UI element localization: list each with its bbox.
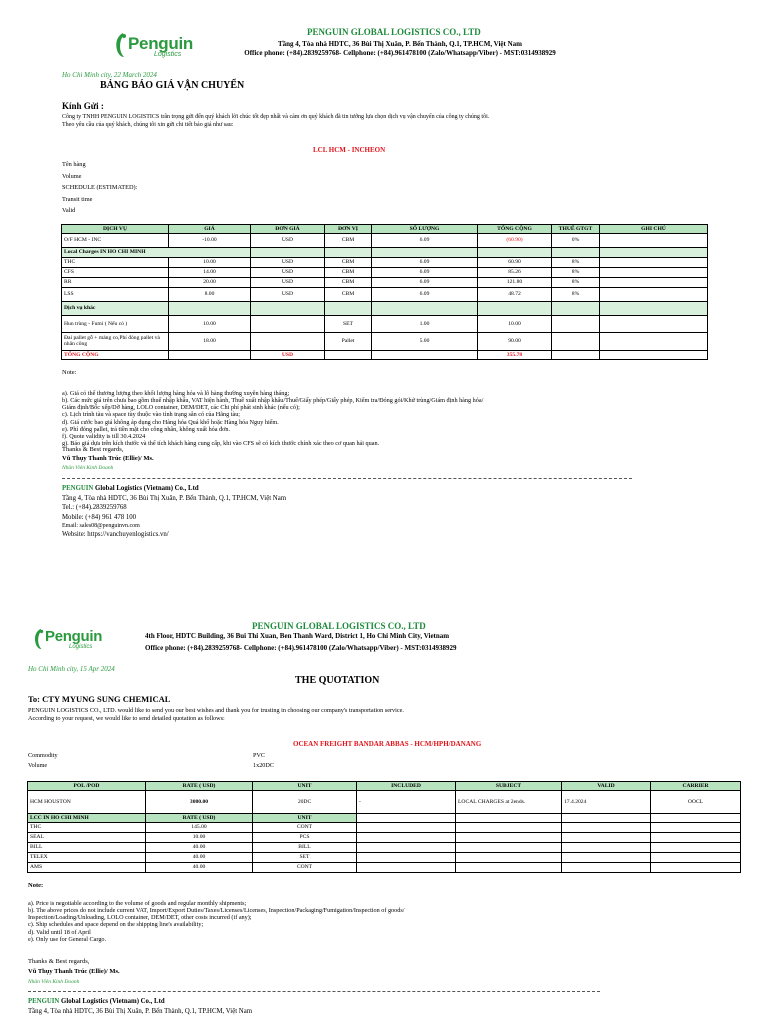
table-row [28, 843, 741, 853]
col-header: GIÁ [169, 225, 251, 234]
table-cell [600, 234, 708, 248]
col-header: ĐƠN VỊ [325, 225, 372, 234]
table-cell [372, 351, 478, 360]
table-cell: 6.09 [372, 288, 478, 302]
table-cell [456, 823, 562, 833]
table-cell: (60.90) [478, 234, 552, 248]
table-cell: LOCAL CHARGES at 2ends. [456, 791, 562, 814]
intro-text: Công ty TNHH PENGUIN LOGISTICS trân trọng gửi đến quý khách lời chúc tốt đẹp nhất và cám ơn quý khách đã tin tưởng lựa chọn dịch vụ vận chuyển của công ty chúng tôi. [62, 114, 490, 120]
field-label: Transit time [62, 195, 93, 203]
table-cell: 40.00 [146, 863, 253, 873]
page2-logo [33, 626, 123, 654]
table-cell: 14.00 [169, 268, 251, 278]
table-row [28, 853, 741, 863]
table-cell: 8.00 [169, 288, 251, 302]
table-row [28, 791, 741, 814]
table-row [62, 316, 708, 333]
note-item: f). Quote validity is till 30.4.2024 [62, 432, 146, 440]
table-cell: 5.00 [372, 333, 478, 351]
table-cell: SEAL [28, 833, 146, 843]
table-cell [562, 823, 651, 833]
table-cell: CFS [62, 268, 169, 278]
logo-sub: Logistics [69, 644, 93, 650]
table-cell [169, 351, 251, 360]
shipment-fields [62, 159, 137, 217]
table-cell [456, 833, 562, 843]
field-value: PVC [253, 752, 266, 759]
route-title-2: OCEAN FREIGHT BANDAR ABBAS - HCM/HPH/DANANG [293, 740, 482, 748]
table-row [28, 863, 741, 873]
table-cell: HCM HOUSTON [28, 791, 146, 814]
company-contact: Office phone: (+84).2839259768- Cellphone: (+84).961478100 (Zalo/Whatsapp/Viber) - MST:0314938929 [244, 49, 556, 57]
table-cell: 17.4.2024 [562, 791, 651, 814]
table-cell: SET [325, 316, 372, 333]
col-header: GHI CHÚ [600, 225, 708, 234]
table-cell: 20DC [253, 791, 357, 814]
col-header: TỔNG CỘNG [478, 225, 552, 234]
table-cell [357, 843, 456, 853]
table-cell [600, 316, 708, 333]
footer-block [62, 484, 286, 540]
logo-word: Penguin [45, 628, 103, 645]
table-cell: CBM [325, 288, 372, 302]
col-header: THUẾ GTGT [552, 225, 600, 234]
table-section-row [62, 302, 708, 316]
table-row [62, 288, 708, 302]
table-cell: 145.00 [146, 823, 253, 833]
table-cell: 40.00 [146, 843, 253, 853]
col-header [357, 814, 456, 823]
page1-logo [114, 30, 204, 62]
table-cell [651, 843, 741, 853]
table-cell: 6.09 [372, 278, 478, 288]
table-cell [357, 863, 456, 873]
table-cell: CONT [253, 863, 357, 873]
company-name: PENGUIN GLOBAL LOGISTICS CO., LTD [307, 27, 481, 37]
logo-word: Penguin [128, 34, 193, 53]
table-cell: SET [253, 853, 357, 863]
table-cell: CONT [253, 823, 357, 833]
col-header [562, 814, 651, 823]
greeting: Kính Gửi : [62, 101, 104, 111]
col-header: DỊCH VỤ [62, 225, 169, 234]
table-cell: 6.09 [372, 258, 478, 268]
table-row [28, 833, 741, 843]
table-cell: 10.00 [146, 833, 253, 843]
table-cell: USD [251, 278, 325, 288]
table-cell: USD [251, 351, 325, 360]
table-cell [600, 268, 708, 278]
note-title: Note: [62, 369, 77, 376]
table-cell: THC [28, 823, 146, 833]
table-cell: 8% [552, 288, 600, 302]
field-value: 1x20DC [253, 762, 274, 769]
table-cell: Đai pallet gỗ + màng co,Phí đóng pallet và nhân công [62, 333, 169, 351]
note-item: c). Lịch trình tàu và space tùy thuộc vào tình trạng sẵn có của Hãng tàu; [62, 411, 241, 419]
quote-date: Ho Chi Minh city, 22 March 2024 [62, 71, 157, 79]
table-cell [600, 288, 708, 302]
col-header: UNIT [253, 814, 357, 823]
table-cell [251, 333, 325, 351]
table-cell: BILL [253, 843, 357, 853]
table-cell [251, 316, 325, 333]
table-cell: TELEX [28, 853, 146, 863]
field-label: Volume [28, 762, 48, 769]
table-cell [325, 351, 372, 360]
table-cell: 355.78 [478, 351, 552, 360]
note-item: d). Giá cước bao giá không áp dụng cho Hàng hóa Quá khổ hoặc Hàng hóa Nguy hiểm. [62, 418, 279, 426]
thanks-text-2: Thanks & Best regards, [28, 958, 90, 965]
divider [62, 478, 632, 479]
table-cell: BILL [28, 843, 146, 853]
col-header: UNIT [253, 782, 357, 791]
table-cell: 1.00 [372, 316, 478, 333]
table-cell: CBM [325, 268, 372, 278]
col-header: SUBJECT [456, 782, 562, 791]
table-cell [357, 833, 456, 843]
note-item: d). Valid until 18 of April [28, 928, 91, 936]
field-label: Volume [62, 172, 82, 180]
table-cell [651, 863, 741, 873]
note-item: g). Báo giá dựa trên kích thước và thể tích khách hàng cung cấp, khi vào CFS sẽ có kích thước chính xác theo cơ quan hải quan. [62, 439, 380, 447]
quotation-table-2 [27, 781, 741, 873]
table-cell [357, 823, 456, 833]
col-header: POL /POD [28, 782, 146, 791]
table-cell: Hun trùng - Fumi ( Nếu có ) [62, 316, 169, 333]
section-label: Dịch vụ khác [62, 302, 169, 316]
table-cell: TỔNG CỘNG [62, 351, 169, 360]
divider [28, 991, 600, 992]
footer-address: Tầng 4, Tòa nhà HDTC, 36 Bùi Thị Xuân, P. Bến Thành, Q.1, TP.HCM, Việt Nam [62, 494, 287, 502]
table-cell [600, 333, 708, 351]
section-label: Local Charges IN HO CHI MINH [62, 248, 251, 258]
table-cell: 40.00 [146, 853, 253, 863]
table-cell [456, 853, 562, 863]
table-cell: AMS [28, 863, 146, 873]
table-cell [562, 833, 651, 843]
table-cell: CBM [325, 278, 372, 288]
col-header: VALID [562, 782, 651, 791]
recipient: To: CTY MYUNG SUNG CHEMICAL [28, 694, 171, 704]
table-cell [562, 853, 651, 863]
col-header [651, 814, 741, 823]
note-item: a). Giá có thể thương lượng theo khối lượng hàng hóa và lô hàng thường xuyên hàng tháng; [62, 390, 290, 397]
signer-title: Nhân Viên Kinh Doanh [62, 465, 114, 471]
intro-text-2: Theo yêu cầu của quý khách, chúng tôi xin gửi chi tiết báo giá như sau: [62, 122, 234, 128]
col-header: LCC IN HO CHI MINH [28, 814, 146, 823]
table-cell [357, 853, 456, 863]
table-cell: 48.72 [478, 288, 552, 302]
table-cell: O/F HCM - INC [62, 234, 169, 248]
footer-brand: PENGUIN Global Logistics (Vietnam) Co., Ltd [62, 485, 199, 492]
intro-text-3: PENGUIN LOGISTICS CO., LTD. would like to send you our best wishes and thank you for trusting in choosing our company's transportation service. [28, 707, 404, 714]
quotation-table-1 [61, 224, 708, 360]
table-header-row [28, 782, 741, 791]
footer-email[interactable]: Email: sales08@penguinvn.com [62, 523, 140, 530]
penguin-logo-icon [33, 628, 45, 650]
table-cell: USD [251, 234, 325, 248]
table-cell: Pallet [325, 333, 372, 351]
table-cell: 8% [552, 258, 600, 268]
note-item: e). Only use for General Cargo. [28, 935, 107, 943]
page-title-2: THE QUOTATION [295, 675, 380, 686]
table-cell: 18.00 [169, 333, 251, 351]
table-subheader-row [28, 814, 741, 823]
table-cell: CBM [325, 234, 372, 248]
table-cell: 10.00 [169, 316, 251, 333]
signer-name-2: Vũ Thụy Thanh Trúc (Ellie)/ Ms. [28, 968, 120, 975]
table-row [62, 333, 708, 351]
note-item: Giám định/Bốc xếp/Dỡ hàng, LOLO container, DEM/DET, các Chi phí phát sinh khác (nếu có); [62, 404, 300, 412]
table-row [62, 268, 708, 278]
note-item: Inspection/Loading/Unloading, LOLO container, DEM/DET, other costs incurred (if any); [28, 914, 252, 922]
field-label: Valid [62, 207, 76, 214]
table-cell: - [357, 791, 456, 814]
table-row [62, 234, 708, 248]
table-cell: 8% [552, 278, 600, 288]
col-header: INCLUDED [357, 782, 456, 791]
table-header-row [62, 225, 708, 234]
table-cell: USD [251, 258, 325, 268]
col-header: ĐƠN GIÁ [251, 225, 325, 234]
note-item: c). Ship schedules and space depend on the shipping line's availability; [28, 921, 204, 929]
quote-date-2: Ho Chi Minh city, 15 Apr 2024 [28, 665, 115, 673]
table-cell: USD [251, 268, 325, 278]
table-cell: 3080.00 [146, 791, 253, 814]
company-address-2: 4th Floor, HDTC Building, 36 Bui Thi Xuan, Ben Thanh Ward, District 1, Ho Chi Minh City, Vietnam [145, 632, 450, 640]
table-cell [651, 853, 741, 863]
col-header: RATE ( USD) [146, 782, 253, 791]
table-cell [651, 823, 741, 833]
table-cell [552, 333, 600, 351]
note-item: e). Phí đóng pallet, trả tiền mặt cho công nhân, không xuất hóa đơn. [62, 425, 231, 433]
table-cell: 8% [552, 268, 600, 278]
notes-list-2 [28, 900, 728, 943]
table-cell: CBM [325, 258, 372, 268]
penguin-logo-icon [114, 32, 128, 58]
table-cell: 60.90 [478, 258, 552, 268]
field-label: Commodity [28, 752, 58, 759]
table-cell: THC [62, 258, 169, 268]
footer-website[interactable]: Website: https://vanchuyenlogistics.vn/ [62, 531, 169, 539]
shipment-fields-2 [28, 751, 274, 771]
table-cell [552, 316, 600, 333]
table-row [62, 278, 708, 288]
table-row [62, 258, 708, 268]
footer-brand: PENGUIN Global Logistics (Vietnam) Co., Ltd [28, 998, 165, 1005]
table-cell: 0% [552, 234, 600, 248]
table-cell: PCS [253, 833, 357, 843]
table-cell [600, 258, 708, 268]
table-total-row [62, 351, 708, 360]
col-header: RATE ( USD) [146, 814, 253, 823]
notes-list [62, 390, 712, 447]
col-header [456, 814, 562, 823]
col-header: SỐ LƯỢNG [372, 225, 478, 234]
table-cell [651, 833, 741, 843]
table-cell: 10.00 [478, 316, 552, 333]
signer-name: Vũ Thụy Thanh Trúc (Ellie)/ Ms. [62, 455, 154, 462]
table-cell: 10.00 [169, 258, 251, 268]
table-cell: 6.09 [372, 234, 478, 248]
logo-sub: Logistics [154, 51, 182, 58]
company-name-2: PENGUIN GLOBAL LOGISTICS CO., LTD [252, 621, 426, 631]
table-cell: 121.80 [478, 278, 552, 288]
field-row [28, 761, 274, 771]
table-cell: USD [251, 288, 325, 302]
table-cell: OOCL [651, 791, 741, 814]
page-title: BẢNG BÁO GIÁ VẬN CHUYỂN [100, 80, 245, 91]
table-cell: -10.00 [169, 234, 251, 248]
note-item: a). Price is negotiable according to the volume of goods and regular monthly shipments; [28, 900, 247, 907]
field-row [28, 751, 274, 761]
note-item: b). Các mức giá trên chưa bao gồm thuế nhập khẩu, VAT hiện hành, Thuế xuất nhập khẩu/Thuế/Giấy phép/Giấy phép, Kiểm tra/Đóng gói/Khử trùng/Giám định hàng hóa/ [62, 397, 484, 405]
company-address: Tầng 4, Tòa nhà HDTC, 36 Bùi Thị Xuân, P. Bến Thành, Q.1, TP.HCM, Việt Nam [277, 40, 523, 48]
table-row [28, 823, 741, 833]
route-title: LCL HCM - INCHEON [313, 146, 386, 154]
table-cell: 20.00 [169, 278, 251, 288]
intro-text-4: According to your request, we would like to send detailed quotation as follows: [28, 715, 225, 722]
footer-address: Tầng 4, Tòa nhà HDTC, 36 Bùi Thị Xuân, P. Bến Thành, Q.1, TP.HCM, Việt Nam [28, 1007, 253, 1015]
field-label: SCHEDULE (ESTIMATED): [62, 184, 138, 191]
table-cell [600, 278, 708, 288]
note-item: b). The above prices do not include current VAT, Import/Export Duties/Taxes/Licenses/Licenses, Inspection/Packaging/Fumigation/Inspection of goods/ [28, 907, 405, 915]
table-cell [562, 863, 651, 873]
table-cell [562, 843, 651, 853]
footer-mobile: Mobile: (+84) 961 478 100 [62, 513, 137, 521]
col-header: CARRIER [651, 782, 741, 791]
footer-block-2 [28, 997, 252, 1016]
table-cell: LSS [62, 288, 169, 302]
table-cell: 90.00 [478, 333, 552, 351]
table-cell: 6.09 [372, 268, 478, 278]
note-title-2: Note: [28, 882, 44, 889]
table-cell [456, 863, 562, 873]
table-cell: 85.26 [478, 268, 552, 278]
company-contact-2: Office phone: (+84).2839259768- Cellphone: (+84).961478100 (Zalo/Whatsapp/Viber) - MST:0314938929 [145, 644, 457, 652]
footer-tel: Tel.: (+84).2839259768 [62, 504, 127, 512]
thanks-text: Thanks & Best regards, [62, 446, 124, 453]
table-cell [600, 351, 708, 360]
table-section-row [62, 248, 708, 258]
table-cell: RR [62, 278, 169, 288]
field-label: Tên hàng [62, 161, 86, 168]
table-cell [552, 351, 600, 360]
signer-title-2: Nhân Viên Kinh Doanh [28, 979, 80, 985]
table-cell [456, 843, 562, 853]
